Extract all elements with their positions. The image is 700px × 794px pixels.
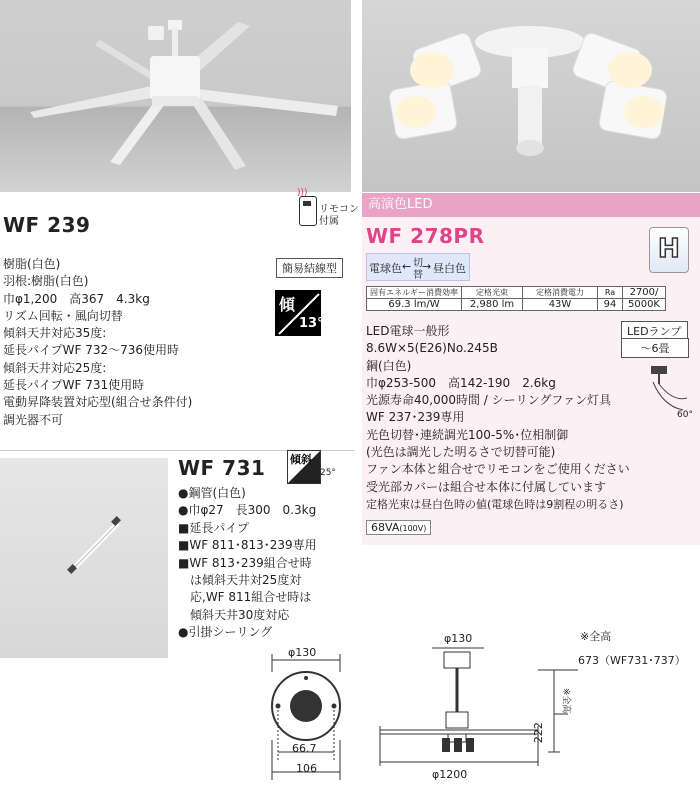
light-kit-image: [362, 0, 700, 192]
wf731-model: WF 731: [178, 456, 266, 480]
remote-badge-line1: リモコン: [319, 204, 359, 215]
wf239-model: WF 239: [3, 213, 91, 237]
wf239-spec-line: リズム回転・風向切替: [3, 308, 123, 323]
wf731-spec-line: 傾斜天井30度対応: [178, 607, 290, 622]
angle-diagram: [643, 362, 693, 422]
wf731-spec-line: は傾斜天井対25度対: [178, 573, 302, 588]
spec-header: 2700/: [623, 287, 666, 299]
spec-header: 定格消費電力: [523, 287, 598, 299]
spec-header: 固有エネルギー消費効率: [367, 287, 462, 299]
wf731-spec-line: ●引掛シーリング: [178, 625, 273, 640]
wf278pr-spec-line: 受光部カバーは組合せ本体に付属しています: [366, 479, 607, 494]
extension-pipe-image: [0, 458, 168, 658]
color-left: 電球色: [369, 262, 402, 275]
led-lamp-badge: LEDランプ: [621, 321, 688, 341]
fan-dimension-drawing: [378, 626, 700, 790]
tilt25-label: 傾斜: [290, 453, 312, 466]
color-right: 昼白色: [433, 262, 466, 275]
wf278pr-spec-line: WF 237･239専用: [366, 410, 465, 425]
wf239-spec-line: 延長パイプWF 732〜736使用時: [3, 343, 180, 358]
spec-value: 94: [598, 299, 623, 311]
wf239-spec-line: 巾φ1,200 高367 4.3kg: [3, 291, 150, 306]
spec-header: 定格光束: [462, 287, 523, 299]
ceiling-fan-image: [0, 0, 351, 192]
spec-table: [366, 286, 666, 311]
base-dimension-drawing: [258, 640, 358, 788]
wf239-spec-line: 調光器不可: [3, 412, 64, 427]
total-height-value: 673（WF731･737）: [578, 654, 686, 667]
fan-photo: [0, 0, 351, 192]
spec-value: 69.3 lm/W: [367, 299, 462, 311]
tilt-angle: 13°: [299, 316, 324, 331]
wf278pr-spec-line: LED電球一般形: [366, 324, 450, 338]
wf731-spec-line: ●鋼管(白色): [178, 486, 246, 500]
remote-icon: ))): [299, 196, 317, 226]
h-lamp-icon: H: [649, 227, 689, 273]
room-size-badge: 〜6畳: [621, 338, 689, 358]
wf278pr-spec-line: 8.6W×5(E26)No.245B: [366, 341, 498, 356]
color-switch-bottom: 替: [413, 270, 423, 281]
wf239-spec-line: 傾斜天井対応35度:: [3, 326, 107, 341]
install-type-badge: 簡易結線型: [276, 258, 343, 278]
wf239-spec-line: 傾斜天井対応25度:: [3, 360, 107, 375]
dim-top-dia: φ130: [444, 632, 473, 645]
wf239-spec-line: 樹脂(白色): [3, 257, 61, 271]
wf278pr-spec-line: ファン本体と組合せでリモコンをご使用ください: [366, 462, 630, 477]
dim-base-inner: 66.7: [292, 742, 317, 755]
wf278pr-spec-line: 光源寿命40,000時間 / シーリングファン灯具: [366, 393, 612, 408]
extension-pipe-photo: [0, 458, 168, 658]
wf239-specs: [3, 256, 192, 429]
color-switch-badge: 電球色 ← 切 替 → 昼白色: [366, 253, 470, 281]
wf278pr-spec-line: 巾φ253-500 高142-190 2.6kg: [366, 375, 556, 390]
banner-text: 高演色LED: [368, 197, 433, 212]
angle-label: 60°: [677, 410, 693, 420]
spec-value: 2,980 lm: [462, 299, 523, 311]
spec-header: Ra: [598, 287, 623, 299]
wf278pr-spec-line: 定格光束は昼白色時の値(電球色時は9割程の明るさ): [366, 497, 624, 511]
spec-value: 43W: [523, 299, 598, 311]
total-height-note: ※全高: [580, 630, 612, 643]
wf731-spec-line: ●巾φ27 長300 0.3kg: [178, 503, 317, 518]
dim-blade-dia: φ1200: [432, 768, 468, 781]
wf278pr-spec-line: 光色切替･連続調光100-5%･位相制御: [366, 427, 569, 442]
vertical-height-note: ※全高: [560, 687, 571, 714]
wf731-specs: [178, 485, 317, 642]
wf278pr-model: WF 278PR: [366, 224, 485, 248]
dim-222: 222: [531, 722, 545, 744]
color-switch-top: 切: [413, 258, 423, 269]
tilt-13-icon: [275, 290, 324, 336]
wf731-spec-line: ■延長パイプ: [178, 520, 249, 535]
wf239-spec-line: 電動昇降装置対応型(組合せ条件付): [3, 395, 193, 410]
wf239-spec-line: 羽根:樹脂(白色): [3, 274, 89, 289]
wf731-spec-line: ■WF 811･813･239専用: [178, 538, 317, 553]
dim-base-dia: φ130: [288, 646, 317, 659]
tilt-label: 傾: [279, 295, 296, 314]
wf731-spec-line: 応,WF 811組合せ時は: [178, 590, 312, 605]
dim-base-outer: 106: [296, 762, 317, 775]
spec-value: 5000K: [623, 299, 666, 311]
wf239-spec-line: 延長パイプWF 731使用時: [3, 378, 145, 393]
va-badge: [366, 520, 431, 535]
wf278pr-specs: [366, 323, 630, 513]
high-cri-banner: [362, 193, 700, 217]
remote-badge-line2: 付属: [319, 216, 339, 227]
wf731-spec-line: ■WF 813･239組合せ時: [178, 555, 312, 570]
light-kit-photo: [362, 0, 700, 192]
wf278pr-spec-line: 鋼(白色): [366, 358, 412, 373]
va-sub: (100V): [399, 524, 427, 533]
tilt25-angle: 25°: [320, 468, 336, 478]
tilt-25-icon: [287, 450, 321, 484]
va-value: 68VA: [371, 521, 400, 534]
wf278pr-spec-line: (光色は調光した明るさで切替可能): [366, 445, 556, 460]
remote-badge: [319, 204, 359, 228]
